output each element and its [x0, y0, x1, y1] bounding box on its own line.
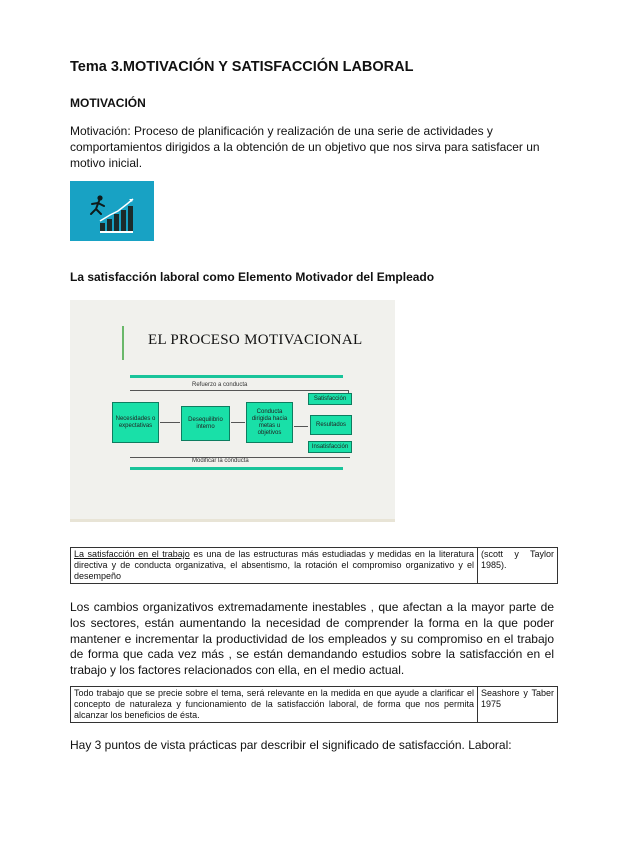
quote-table-1: [70, 547, 558, 584]
quote-table-2: [70, 686, 558, 723]
diagram-top-bar: [130, 375, 343, 378]
node-behavior: Conducta dirigida hacia metas u objetivos: [246, 402, 293, 443]
node-results: Resultados: [310, 415, 352, 435]
reinforce-line: [130, 390, 348, 391]
diagram-accent-line: [122, 326, 124, 360]
quote-1-underlined: La satisfacción en el trabajo: [74, 549, 190, 559]
reinforce-label: Refuerzo a conducta: [192, 382, 248, 388]
runner-climbing-bar-chart-icon: [70, 181, 154, 241]
node-needs: Necesidades o expectativas: [112, 402, 159, 443]
diagram-bottom-bar: [130, 467, 343, 470]
document-title: Tema 3.MOTIVACIÓN Y SATISFACCIÓN LABORAL: [70, 59, 414, 75]
motivation-image: [70, 181, 154, 241]
quote-1-source: (scott y Taylor 1985).: [478, 548, 558, 584]
node-satisfaction: Satisfacción: [308, 393, 352, 405]
section-heading-satisfaccion: La satisfacción laboral como Elemento Motivador del Empleado: [70, 270, 435, 284]
modify-label: Modificar la conducta: [192, 458, 249, 464]
arrow-behavior-results: [294, 426, 308, 427]
quote-2-text: Todo trabajo que se precie sobre el tema, será relevante en la medida en que ayude a clarificar el concepto de naturaleza y funcionamiento de la satisfacción laboral, de forma que nos permita alcanzar los beneficios de ésta.: [71, 687, 478, 723]
motivation-definition: Motivación: Proceso de planificación y realización de una serie de actividades y comportamientos dirigidos a la obtención de un objetivo que nos sirva para satisfacer un motivo inicial.: [70, 124, 540, 170]
quote-1-text: [71, 548, 478, 584]
closing-line: Hay 3 puntos de vista prácticas par describir el significado de satisfacción. Laboral:: [70, 738, 512, 752]
body-paragraph: Los cambios organizativos extremadamente inestables , que afectan a la mayor parte de los sectores, están aumentando la necesidad de comprender la forma en la que poder mantener e incrementar la productividad de los empleados y su compromiso en el trabajo de forma que cada vez más , se están demandando estudios sobre la satisfacción en el trabajo y los factores relacionados con ella, en el medio actual.: [70, 600, 554, 678]
section-heading-motivacion: MOTIVACIÓN: [70, 96, 146, 110]
arrow-needs-imbalance: [160, 422, 180, 423]
quote-1-body: es una de las estructuras más estudiadas y medidas en la literatura directiva y de conducta organizativa, el absentismo, la rotación el compromiso organizativo y el desempeño: [74, 549, 474, 581]
node-dissatisfaction: Insatisfacción: [308, 441, 352, 453]
quote-2-source: Seashore y Taber 1975: [478, 687, 558, 723]
motivational-process-diagram: [70, 300, 395, 522]
diagram-title: EL PROCESO MOTIVACIONAL: [148, 332, 363, 348]
node-imbalance: Desequilibrio interno: [181, 406, 230, 441]
arrow-imbalance-behavior: [231, 422, 245, 423]
